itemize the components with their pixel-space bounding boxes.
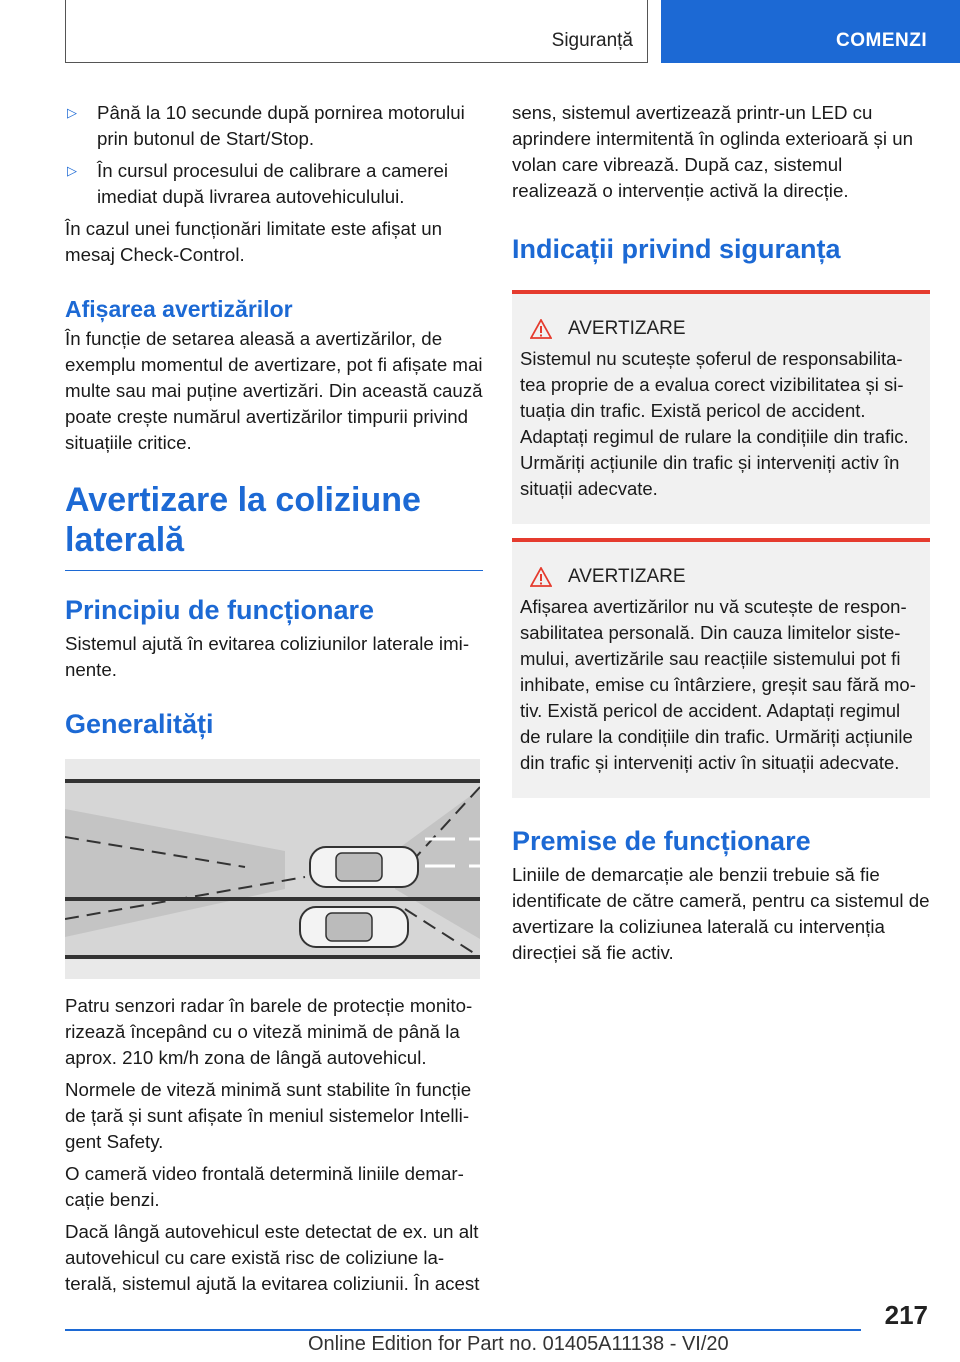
list-item [65,158,483,210]
paragraph-principiu: Sistemul ajută în evitarea coliziunilor laterale iminente. [65,633,470,680]
heading-generalitati: Generalități [65,709,214,739]
warning-triangle-icon [530,567,552,587]
triangle-bullet-icon: ▷ [67,105,77,120]
list-item [65,100,483,152]
right-column [512,100,930,972]
warning-triangle-icon [530,319,552,339]
heading-premise: Premise de funcționare [512,826,811,856]
warning-text-1: Sistemul nu scutește șoferul de responsabilitatea proprie de a evalua corect vizibilitatea și situația din trafic. Există pericol de accident. Adaptați regimul de rulare la condițiile din trafic. Urmăriți acțiunile din trafic și interveniți activ în situații adecvate. [520,348,909,499]
warning-title-2 [520,566,922,588]
lane-illustration [65,759,480,979]
paragraph-camera: O cameră video frontală determină liniile demarcație benzi. [65,1163,464,1210]
warning-text-2: Afișarea avertizărilor nu vă scutește de responsabilitatea personală. Din cauza limitelor sistemului, avertizările sau reacțiile sistemului pot fi inhibate, emise cu întârziere, greșit sau fără motiv. Există pericol de accident. Adaptați regimul de rulare la condițiile din trafic. Urmăriți acțiunile din trafic și interveniți activ în situații adecvate. [520,596,916,773]
heading-afisarea: Afișarea avertizărilor [65,296,293,322]
warning-title-1 [520,318,922,340]
header-chapter-label: COMENZI [836,30,928,51]
footer-divider [65,1329,861,1331]
header-section-title: Siguranță [551,30,633,51]
list-item-text: Până la 10 secunde după pornirea motorului prin butonul de Start/Stop. [97,102,465,149]
warning-title-text: AVERTIZARE [568,566,686,587]
warning-title-text: AVERTIZARE [568,318,686,339]
paragraph-premise: Liniile de demarcație ale benzii trebuie să fie identificate de către cameră, pentru ca sistemul de avertizare la coliziunea laterală cu intervenția direcției să fie activ. [512,864,930,963]
paragraph-normele: Normele de viteză minimă sunt stabilite în funcție de țară și sunt afișate în meniul sistemelor Intelligent Safety. [65,1079,472,1152]
paragraph-afisarea: În funcție de setarea aleasă a avertizărilor, de exemplu momentul de avertizare, pot fi afișate mai multe sau mai puține avertizări. Din această cauză poate crește numărul avertizărilor timpurii privind situațiile critice. [65,328,483,453]
left-column [65,100,483,1303]
header-section-box [65,0,648,63]
heading-indicatii: Indicații privind siguranța [512,234,841,264]
car-front-icon [310,847,418,887]
paragraph-senzori: Patru senzori radar în barele de protecție monitorizează începând cu o viteză minimă de până la aprox. 210 km/h zona de lângă autovehicul. [65,995,473,1068]
footer-edition: Online Edition for Part no. 01405A11138 - VI/20 [308,1333,729,1355]
heading-principiu: Principiu de funcționare [65,595,375,625]
paragraph-limited: În cazul unei funcționări limitate este afișat un mesaj Check-Control. [65,218,443,265]
header-chapter-tab[interactable] [661,0,960,63]
warning-box-2 [512,538,930,798]
warning-box-1 [512,290,930,524]
paragraph-daca: Dacă lângă autovehicul este detectat de ex. un alt autovehicul cu care există risc de coliziune laterală, sistemul ajută la evitarea coliziunii. În acest [65,1221,480,1294]
car-rear-icon [300,907,408,947]
lane-diagram [65,759,480,979]
paragraph-continuation: sens, sistemul avertizează printr-un LED cu aprindere intermitentă în oglinda exterioară și un volan care vibrează. După caz, sistemul realizează o intervenție activă la direcție. [512,102,913,201]
list-item-text: În cursul procesului de calibrare a camerei imediat după livrarea autovehiculului. [97,160,449,207]
chapter-title: Avertizare la coliziune laterală [65,480,483,571]
page-number: 217 [884,1300,928,1330]
triangle-bullet-icon: ▷ [67,163,77,178]
